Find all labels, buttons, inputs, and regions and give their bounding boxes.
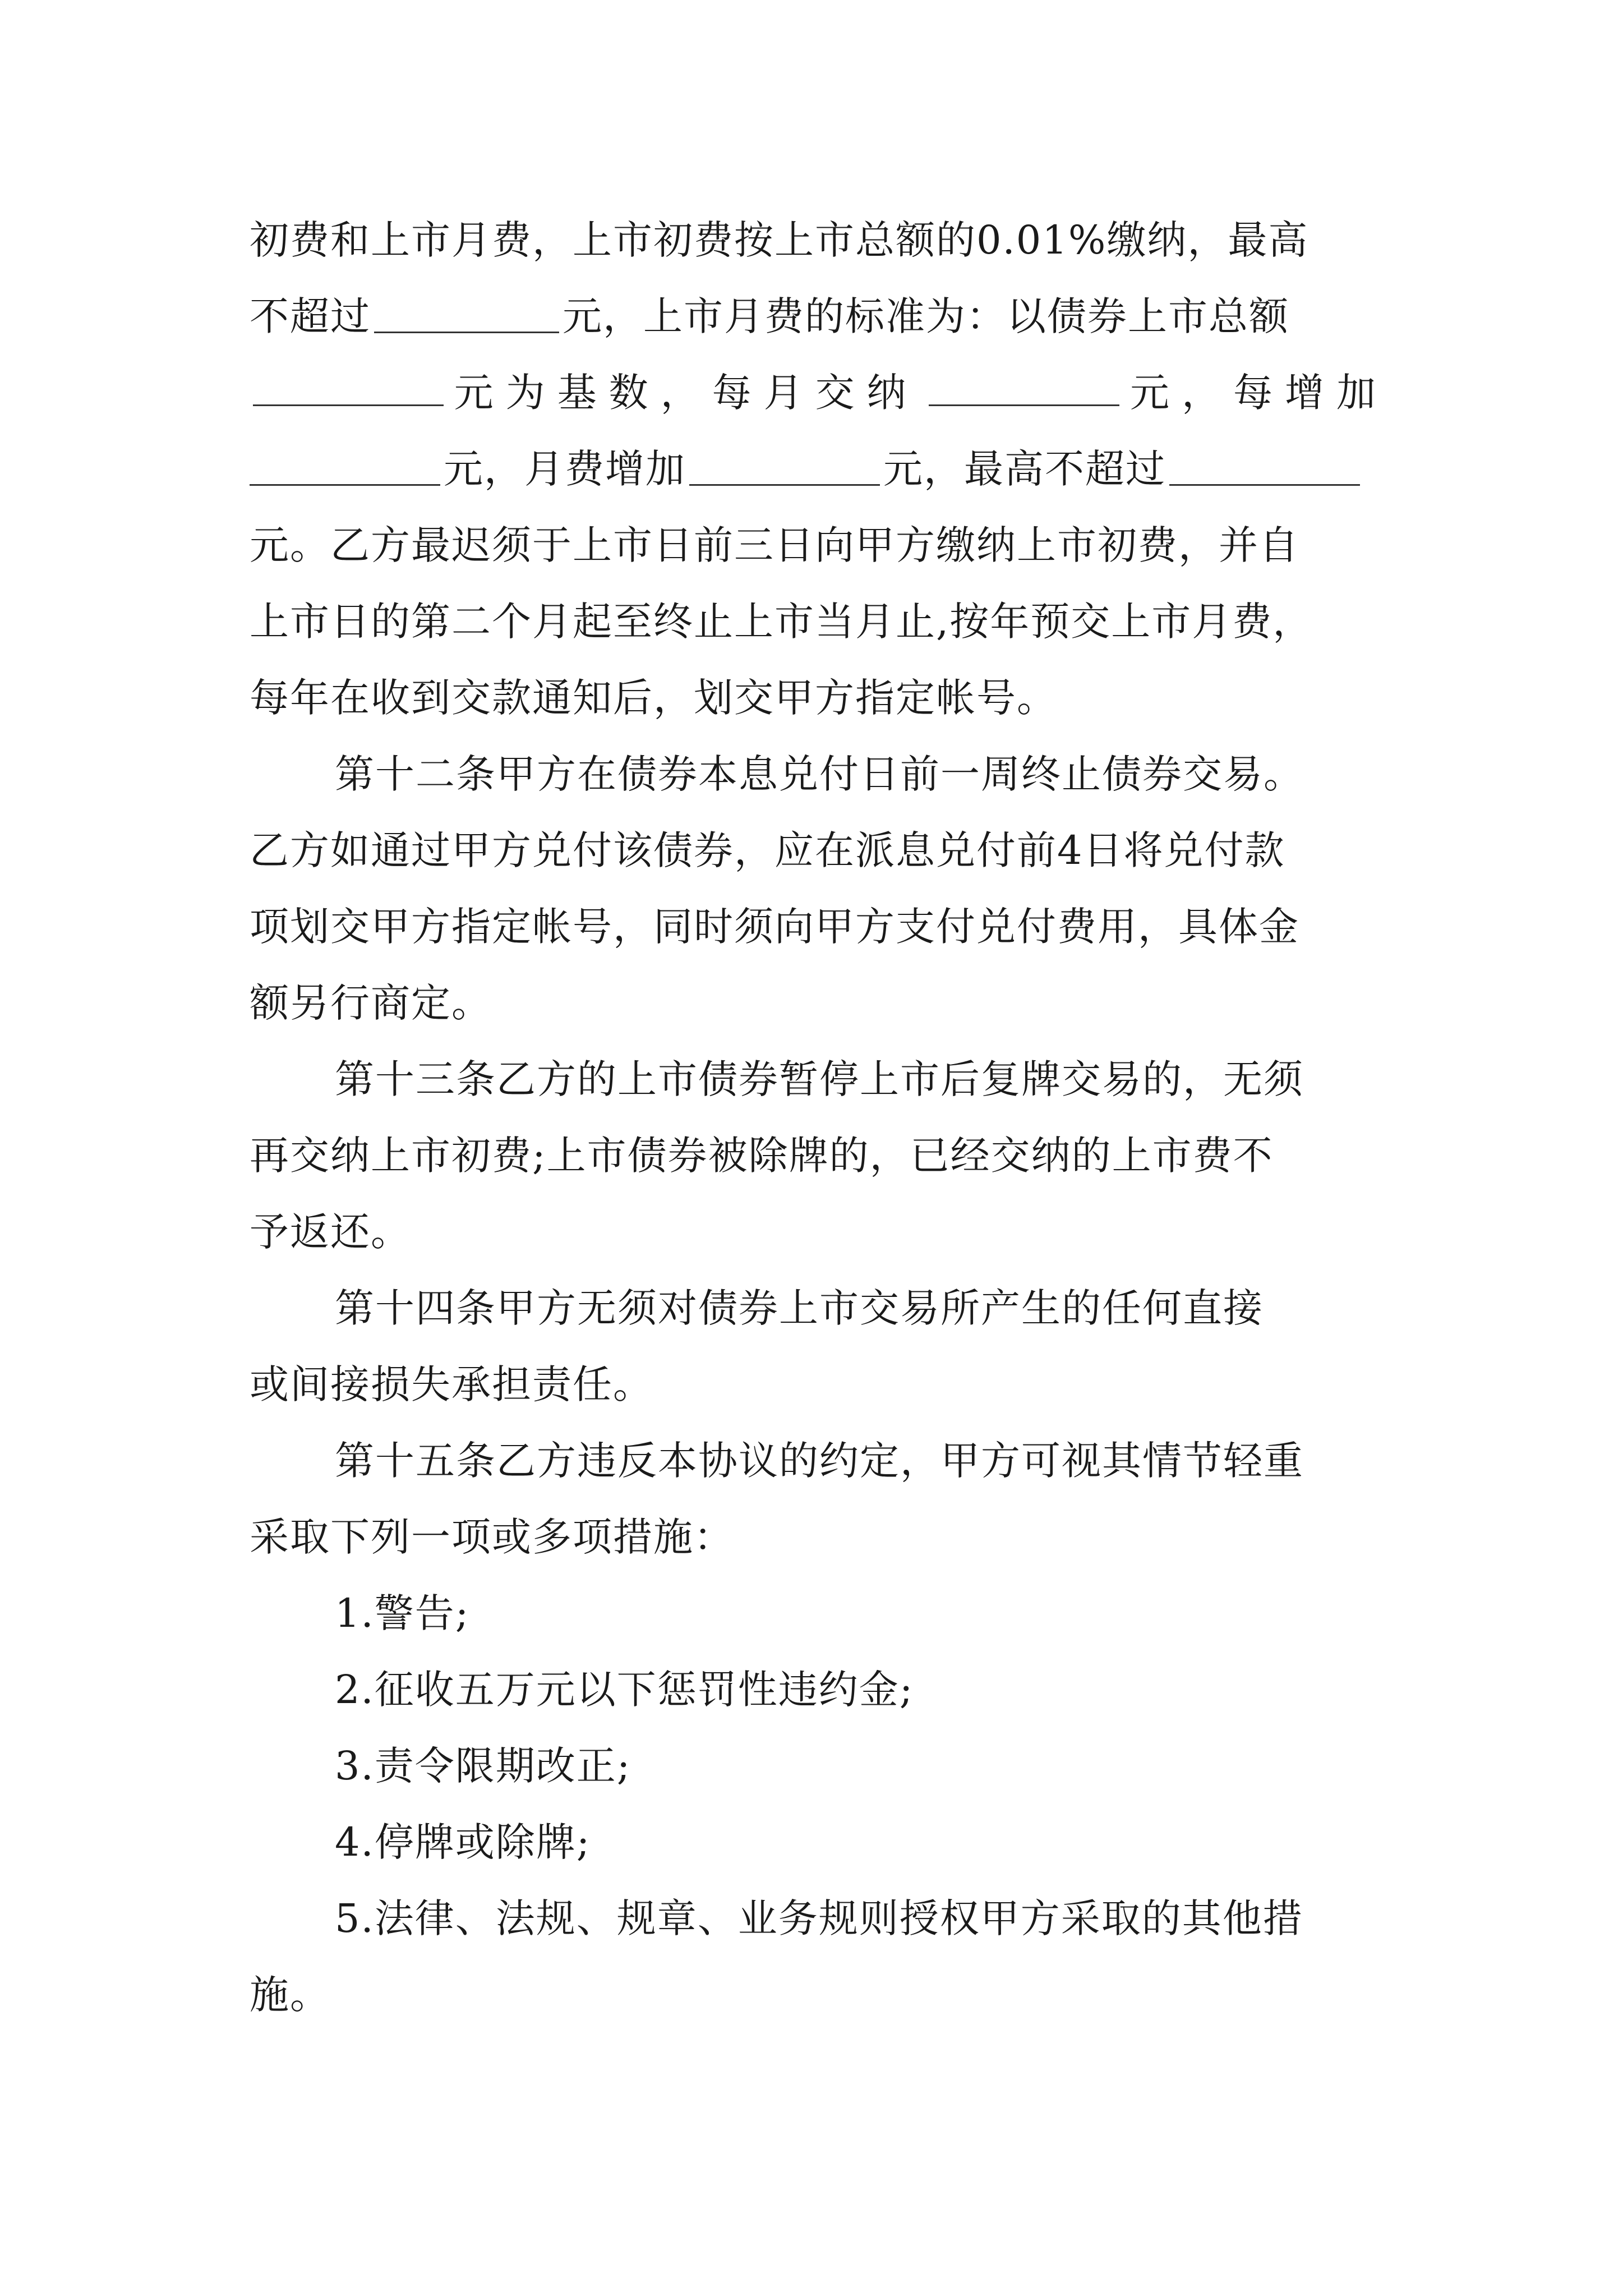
list-item: 2.征收五万元以下惩罚性违约金; xyxy=(335,1667,914,1713)
text-fragment: 元为基数，每月交纳 xyxy=(454,370,919,416)
fill-in-blank[interactable] xyxy=(250,445,440,486)
document-body xyxy=(250,202,1388,2033)
text-line: 额另行商定。 xyxy=(250,980,492,1026)
article-14-start: 第十四条甲方无须对债券上市交易所产生的任何直接 xyxy=(335,1285,1264,1331)
list-item: 1.警告; xyxy=(335,1590,470,1636)
text-line: 上市日的第二个月起至终止上市当月止,按年预交上市月费， xyxy=(250,599,1313,645)
text-line: 施。 xyxy=(250,1972,330,2018)
text-line: 元。乙方最迟须于上市日前三日向甲方缴纳上市初费，并自 xyxy=(250,522,1299,568)
article-15-start: 第十五条乙方违反本协议的约定，甲方可视其情节轻重 xyxy=(335,1438,1304,1484)
text-line: 采取下列一项或多项措施： xyxy=(250,1514,734,1560)
text-line: 初费和上市月费，上市初费按上市总额的0.01%缴纳，最高 xyxy=(250,217,1309,263)
text-fragment: 元，上市月费的标准为：以债券上市总额 xyxy=(562,293,1289,339)
text-line xyxy=(250,278,1388,355)
fill-in-blank[interactable] xyxy=(1169,445,1360,486)
article-13-start: 第十三条乙方的上市债券暂停上市后复牌交易的，无须 xyxy=(335,1056,1304,1102)
text-line xyxy=(250,355,1388,431)
text-fragment: 元，最高不超过 xyxy=(883,446,1166,492)
fill-in-blank[interactable] xyxy=(929,365,1119,406)
fill-in-blank[interactable] xyxy=(689,445,880,486)
text-line: 再交纳上市初费;上市债券被除牌的，已经交纳的上市费不 xyxy=(250,1133,1274,1179)
text-line: 每年在收到交款通知后，划交甲方指定帐号。 xyxy=(250,675,1057,721)
text-fragment: 元，每增加 xyxy=(1129,370,1388,416)
text-line: 予返还。 xyxy=(250,1209,411,1255)
text-line: 乙方如通过甲方兑付该债券，应在派息兑付前4日将兑付款 xyxy=(250,827,1285,873)
text-fragment: 不超过 xyxy=(250,293,371,339)
text-fragment: 元，月费增加 xyxy=(444,446,686,492)
text-line xyxy=(250,431,1388,507)
list-item: 4.停牌或除牌; xyxy=(335,1819,591,1865)
fill-in-blank[interactable] xyxy=(253,365,444,406)
article-12-start: 第十二条甲方在债券本息兑付日前一周终止债券交易。 xyxy=(335,751,1304,797)
list-item: 3.责令限期改正; xyxy=(335,1743,631,1789)
fill-in-blank[interactable] xyxy=(374,292,559,333)
text-line: 项划交甲方指定帐号，同时须向甲方支付兑付费用，具体金 xyxy=(250,904,1299,950)
text-line: 或间接损失承担责任。 xyxy=(250,1361,653,1407)
list-item: 5.法律、法规、规章、业务规则授权甲方采取的其他措 xyxy=(335,1895,1303,1941)
